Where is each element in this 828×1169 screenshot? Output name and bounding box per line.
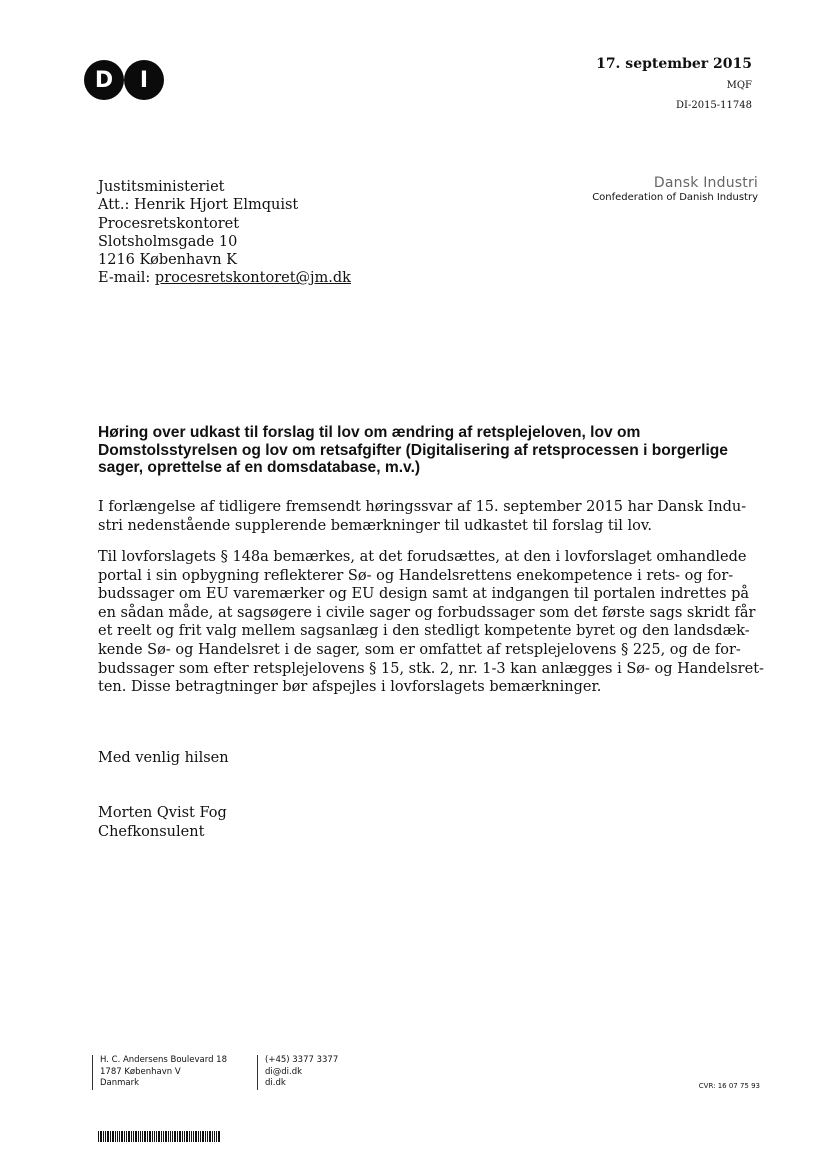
recipient-line: Justitsministeriet xyxy=(98,179,225,195)
footer-address xyxy=(92,1055,227,1090)
barcode-stripe xyxy=(195,1131,197,1142)
paragraph-line: en sådan måde, at sagsøgere i civile sager og forbudssager som det første sags skridt får xyxy=(98,604,756,621)
barcode-stripe xyxy=(131,1131,132,1142)
email-label: E-mail: xyxy=(98,270,155,287)
barcode-stripe xyxy=(126,1131,127,1142)
barcode-stripe xyxy=(165,1131,167,1142)
barcode-stripe xyxy=(117,1131,118,1142)
signatory-title: Chefkonsulent xyxy=(98,823,205,840)
barcode-stripe xyxy=(172,1131,173,1142)
barcode-stripe xyxy=(212,1131,213,1142)
barcode xyxy=(98,1131,222,1142)
footer-website[interactable]: di.dk xyxy=(265,1078,286,1088)
reference-number: DI-2015-11748 xyxy=(676,100,752,111)
barcode-stripe xyxy=(216,1131,217,1142)
email-link[interactable]: procesretskontoret@jm.dk xyxy=(154,270,351,287)
footer-phone: (+45) 3377 3377 xyxy=(265,1055,339,1065)
body-paragraph-1 xyxy=(98,498,747,535)
barcode-stripe xyxy=(103,1131,104,1142)
footer-contact xyxy=(257,1055,338,1090)
recipient-line: Att.: Henrik Hjort Elmquist xyxy=(98,197,299,214)
barcode-stripe xyxy=(119,1131,120,1142)
footer-email[interactable]: di@di.dk xyxy=(265,1066,303,1077)
barcode-stripe xyxy=(174,1131,176,1142)
barcode-stripe xyxy=(142,1131,143,1142)
recipient-line: Slotsholmsgade 10 xyxy=(98,233,238,250)
barcode-stripe xyxy=(144,1131,146,1142)
body-paragraph-2 xyxy=(98,548,764,697)
barcode-stripe xyxy=(161,1131,162,1142)
barcode-stripe xyxy=(214,1131,215,1142)
barcode-stripe xyxy=(182,1131,183,1142)
barcode-stripe xyxy=(98,1131,99,1142)
barcode-stripe xyxy=(107,1131,109,1142)
barcode-stripe xyxy=(158,1131,160,1142)
organization-name: Dansk Industri xyxy=(653,175,758,191)
barcode-stripe xyxy=(218,1131,220,1142)
barcode-stripe xyxy=(154,1131,155,1142)
paragraph-line: et reelt og frit valg mellem sagsanlæg i den stedligt kompetente byret og den landsdæk- xyxy=(98,623,750,640)
barcode-stripe xyxy=(170,1131,171,1142)
barcode-stripe xyxy=(121,1131,123,1142)
barcode-stripe xyxy=(202,1131,204,1142)
recipient-line: 1216 København K xyxy=(98,252,237,269)
barcode-stripe xyxy=(191,1131,192,1142)
paragraph-line: kende Sø- og Handelsret i de sager, som er omfattet af retsplejelovens § 225, og de for- xyxy=(98,641,741,658)
logo-letter-i: I xyxy=(124,60,164,100)
closing-salutation: Med venlig hilsen xyxy=(98,750,229,766)
barcode-stripe xyxy=(200,1131,201,1142)
signature-block xyxy=(98,804,227,841)
organization-block xyxy=(592,175,758,203)
barcode-stripe xyxy=(138,1131,139,1142)
barcode-stripe xyxy=(149,1131,151,1142)
barcode-stripe xyxy=(110,1131,111,1142)
di-logo xyxy=(84,60,176,104)
barcode-stripe xyxy=(163,1131,164,1142)
barcode-stripe xyxy=(168,1131,169,1142)
barcode-stripe xyxy=(156,1131,157,1142)
barcode-stripe xyxy=(140,1131,141,1142)
barcode-stripe xyxy=(112,1131,114,1142)
organization-subtitle: Confederation of Danish Industry xyxy=(592,192,758,203)
footer-address-line: H. C. Andersens Boulevard 18 xyxy=(100,1055,227,1065)
barcode-stripe xyxy=(177,1131,178,1142)
paragraph-line: budssager om EU varemærker og EU design samt at indgangen til portalen indrettes på xyxy=(98,586,750,603)
barcode-stripe xyxy=(207,1131,208,1142)
barcode-stripe xyxy=(186,1131,188,1142)
author-initials: MQF xyxy=(726,80,752,91)
barcode-stripe xyxy=(105,1131,106,1142)
barcode-stripe xyxy=(115,1131,116,1142)
barcode-stripe xyxy=(193,1131,194,1142)
paragraph-line: stri nedenstående supplerende bemærkninger til udkastet til forslag til lov. xyxy=(98,517,652,534)
barcode-stripe xyxy=(133,1131,134,1142)
paragraph-line: Til lovforslagets § 148a bemærkes, at det forudsættes, at den i lovforslaget omhandlede xyxy=(98,549,747,565)
barcode-stripe xyxy=(128,1131,130,1142)
barcode-stripe xyxy=(189,1131,190,1142)
paragraph-line: portal i sin opbygning reflekterer Sø- og Handelsrettens enekompetence i rets- og for- xyxy=(98,567,734,584)
recipient-address xyxy=(98,178,351,288)
subject-heading: Høring over udkast til forslag til lov om ændring af retsplejeloven, lov om Domstolsstyrelsen og lov om retsafgifter (Digitalisering af retsprocessen i borgerlige sager, oprettelse af en domsdatabase, m.v.) xyxy=(98,424,728,476)
recipient-line: Procesretskontoret xyxy=(98,215,240,232)
barcode-stripe xyxy=(124,1131,125,1142)
recipient-email-line xyxy=(98,269,351,287)
barcode-stripe xyxy=(152,1131,153,1142)
barcode-stripe xyxy=(179,1131,181,1142)
footer-address-line: Danmark xyxy=(100,1078,140,1088)
barcode-stripe xyxy=(135,1131,137,1142)
barcode-stripe xyxy=(184,1131,185,1142)
paragraph-line: budssager som efter retsplejelovens § 15, stk. 2, nr. 1-3 kan anlægges i Sø- og Handelsret- xyxy=(98,660,764,677)
barcode-stripe xyxy=(198,1131,199,1142)
footer-cvr: CVR: 16 07 75 93 xyxy=(698,1082,760,1090)
barcode-stripe xyxy=(205,1131,206,1142)
barcode-stripe xyxy=(209,1131,211,1142)
barcode-stripe xyxy=(147,1131,148,1142)
letter-date: 17. september 2015 xyxy=(596,56,752,72)
logo-letter-d: D xyxy=(84,60,124,100)
barcode-stripe xyxy=(100,1131,102,1142)
paragraph-line: I forlængelse af tidligere fremsendt høringssvar af 15. september 2015 har Dansk Indu- xyxy=(98,499,747,515)
paragraph-line: ten. Disse betragtninger bør afspejles i lovforslagets bemærkninger. xyxy=(98,679,602,696)
signatory-name: Morten Qvist Fog xyxy=(98,805,227,821)
footer-address-line: 1787 København V xyxy=(100,1066,181,1077)
